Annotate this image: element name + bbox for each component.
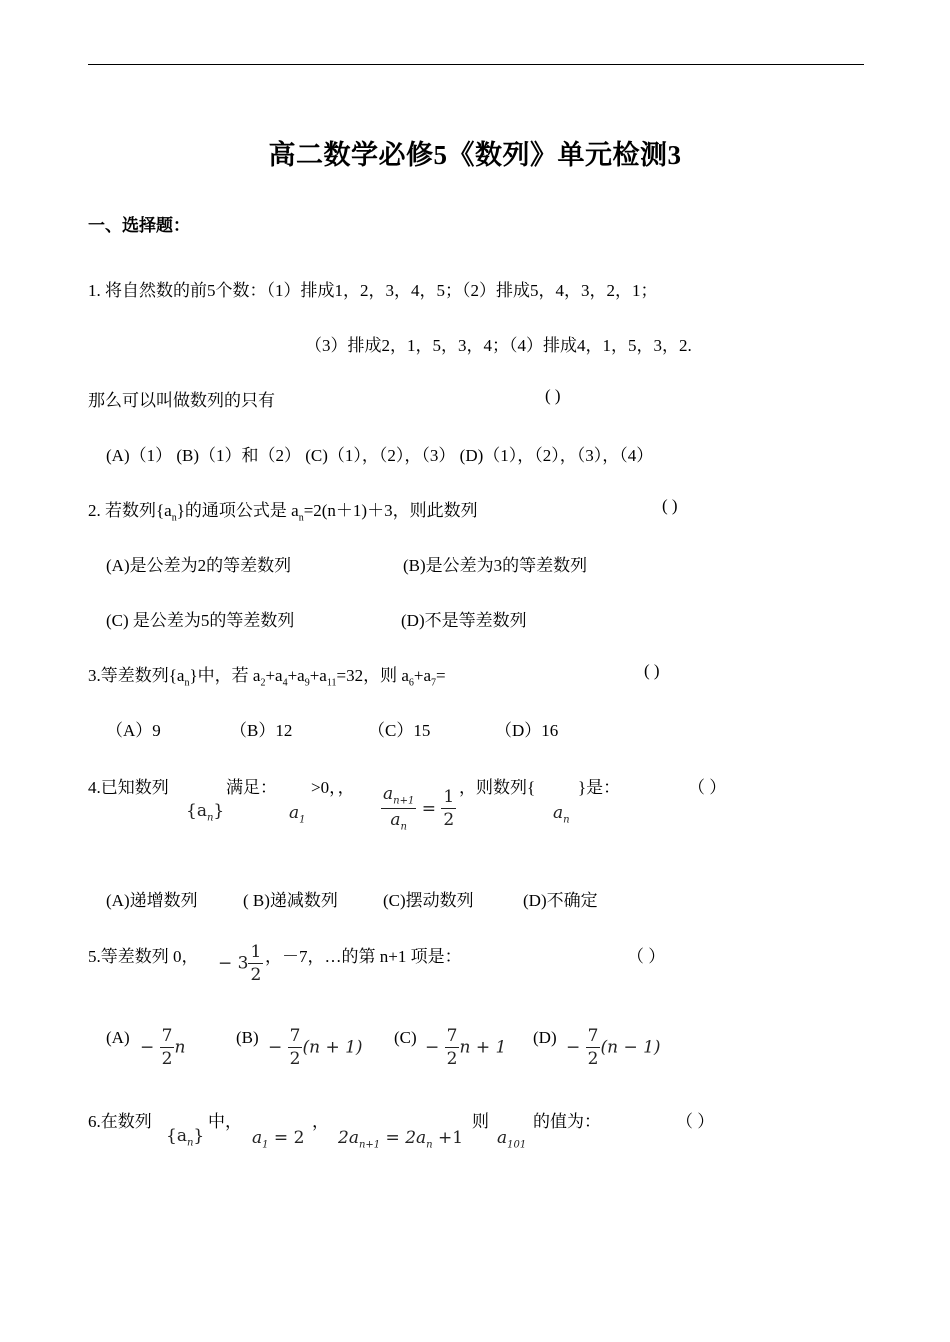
q4-text-4: ，则数列{ xyxy=(459,778,536,797)
q1-line1: 1. 将自然数的前5个数：（1）排成1，2，3，4，5；（2）排成5，4，3，2，1； xyxy=(88,281,658,300)
q5-math-mixed-number: − 3 $\frac{1}{2}$ xyxy=(218,942,262,985)
q1-answer-paren: ( ) xyxy=(545,386,561,405)
q5-text-2: ，－7，…的第 n+1 项是： xyxy=(265,947,462,966)
q5-option-b-label: (B) xyxy=(236,1028,259,1047)
q5-option-c-expr: − $\frac{7}{2}$ n + 1 xyxy=(425,1026,507,1069)
q3-answer-paren: ( ) xyxy=(644,661,660,680)
q4-text-2: 满足： xyxy=(226,778,277,797)
q2-option-d: (D)不是等差数列 xyxy=(401,611,527,630)
q1-line3: 那么可以叫做数列的只有 xyxy=(88,391,275,410)
q6-text-3: ， xyxy=(312,1112,329,1131)
q3-option-a: （A）9 xyxy=(106,721,161,740)
q2-option-b: (B)是公差为3的等差数列 xyxy=(403,556,588,575)
q5-option-a-expr: − $\frac{7}{2}$ n xyxy=(140,1026,186,1069)
q4-option-a: (A)递增数列 xyxy=(106,891,198,910)
q3-option-d: （D）16 xyxy=(495,721,559,740)
q4-math-ratio: $\frac{a_{n+1}}{a_n}$ = $\frac{1}{2}$ xyxy=(383,784,455,833)
q4-text-1: 4.已知数列 xyxy=(88,778,169,797)
q6-text-4: 则 xyxy=(472,1112,489,1131)
q3-option-b: （B）12 xyxy=(230,721,293,740)
q1-options: (A)（1） (B)（1）和（2） (C)（1），（2），（3） (D)（1），（2），（3），（4） xyxy=(106,446,654,465)
q2-option-c: (C) 是公差为5的等差数列 xyxy=(106,611,295,630)
q5-option-a-label: (A) xyxy=(106,1028,130,1047)
page-title: 高二数学必修5《数列》单元检测3 xyxy=(268,140,682,170)
q2-answer-paren: ( ) xyxy=(662,496,678,515)
header-rule xyxy=(88,64,864,65)
q4-answer-paren: （ ） xyxy=(688,778,727,797)
q3-option-c: （C）15 xyxy=(368,721,431,740)
q5-option-d-expr: − $\frac{7}{2}$ (n − 1) xyxy=(566,1026,661,1069)
q6-math-a1: $a_1 = 2$ xyxy=(252,1128,305,1151)
q3-stem: 3.等差数列$\{a_n\}$中，若 $a_2+a_4+a_9+a_{11}=32$，则 $a_6+a_7=$ xyxy=(88,666,446,689)
q6-math-recurrence: $2a_{n+1} = 2a_n +1$ xyxy=(338,1128,464,1151)
q6-text-5: 的值为： xyxy=(533,1112,601,1131)
q2-option-a: (A)是公差为2的等差数列 xyxy=(106,556,292,575)
q5-text-1: 5.等差数列 0， xyxy=(88,947,199,966)
q2-stem: 2. 若数列$\{a_n\}$的通项公式是 $a_n=2(n+1)+3$，则此数列 xyxy=(88,501,478,524)
q4-math-sequence: $\{a_n\}$ xyxy=(186,801,225,824)
q4-text-3: >0，， xyxy=(311,778,355,797)
q4-option-d: (D)不确定 xyxy=(523,891,598,910)
q5-option-c-label: (C) xyxy=(394,1028,417,1047)
q4-option-b: ( B)递减数列 xyxy=(243,891,338,910)
q6-text-1: 6.在数列 xyxy=(88,1112,152,1131)
q5-option-d-label: (D) xyxy=(533,1028,557,1047)
q6-answer-paren: （ ） xyxy=(676,1112,715,1131)
q5-answer-paren: （ ） xyxy=(627,947,666,966)
q5-option-b-expr: − $\frac{7}{2}$ (n + 1) xyxy=(268,1026,363,1069)
q6-math-sequence: $\{a_n\}$ xyxy=(166,1126,205,1149)
q6-math-a101: $a_{101}$ xyxy=(497,1128,527,1151)
q4-option-c: (C)摆动数列 xyxy=(383,891,474,910)
q4-math-a1: $a_1$ xyxy=(289,803,306,826)
q1-line2: （3）排成2，1，5，3，4；（4）排成4，1，5，3，2. xyxy=(305,336,692,355)
q6-text-2: 中， xyxy=(208,1112,242,1131)
section-heading: 一、选择题： xyxy=(88,216,190,235)
q4-text-5: }是： xyxy=(578,778,621,797)
q4-math-an: $a_n$ xyxy=(553,803,570,826)
